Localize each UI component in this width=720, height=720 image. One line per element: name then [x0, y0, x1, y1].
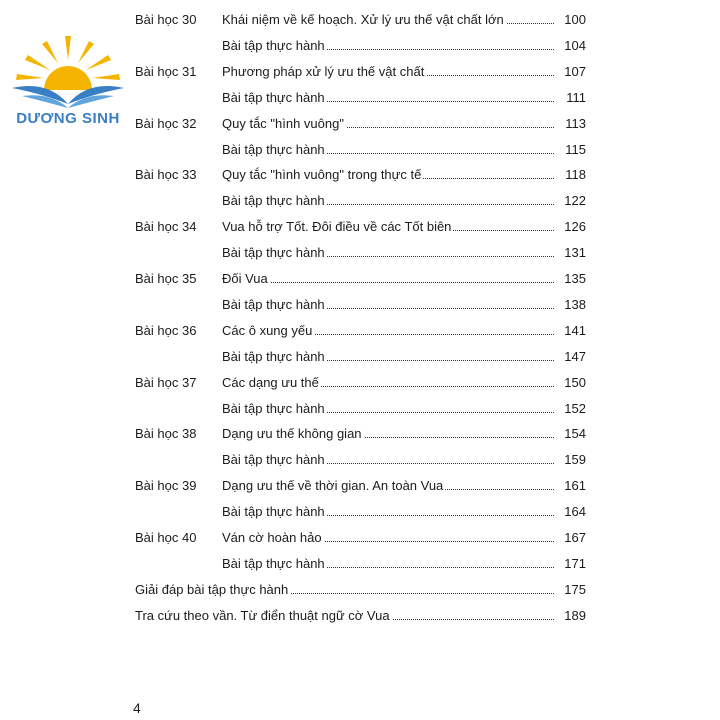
toc-entry: [222, 347, 586, 367]
toc-entry-page: 100: [564, 12, 586, 27]
toc-entry-page: 171: [564, 555, 586, 571]
toc-entry: [222, 399, 586, 419]
toc-entry-page: 104: [564, 37, 586, 53]
lesson-label: Bài học 39: [135, 478, 197, 494]
toc-entry-title: Vua hỗ trợ Tốt. Đôi điều về các Tốt biên: [222, 217, 453, 237]
toc-entry-page: 135: [564, 271, 586, 286]
lesson-label: Bài học 34: [135, 219, 197, 235]
toc-entry-title: Các dạng ưu thế: [222, 373, 321, 393]
toc-entry-page: 131: [564, 245, 586, 261]
toc-entry-title: Bài tập thực hành: [222, 450, 327, 470]
toc-entry-page: 161: [564, 478, 586, 494]
toc-entry-page: 150: [564, 374, 586, 390]
toc-entry: [222, 295, 586, 315]
lesson-label: Bài học 40: [135, 530, 197, 545]
lesson-label: Bài học 30: [135, 12, 197, 27]
toc-entry: [222, 243, 586, 263]
dot-leader: [222, 282, 554, 283]
toc-entry: [135, 580, 586, 600]
toc-entry: [222, 528, 586, 548]
toc-entry-title: Đối Vua: [222, 269, 270, 289]
toc-entry-title: Phương pháp xử lý ưu thế vật chất: [222, 62, 426, 82]
toc-entry: [222, 217, 586, 237]
toc-entry-title: Bài tập thực hành: [222, 88, 327, 108]
toc-entry-title: Bài tập thực hành: [222, 399, 327, 419]
toc-entry-title: Giải đáp bài tập thực hành: [135, 580, 290, 600]
toc-entry: [222, 424, 586, 444]
lesson-label: Bài học 32: [135, 115, 197, 131]
lesson-label: Bài học 37: [135, 374, 197, 390]
toc-entry-page: 147: [564, 348, 586, 364]
toc-entry-title: Dạng ưu thế không gian: [222, 424, 364, 444]
toc-entry: [222, 165, 586, 185]
toc-entry-page: 159: [564, 452, 586, 468]
toc-entry-title: Tra cứu theo vần. Từ điển thuật ngữ cờ Vua: [135, 606, 392, 626]
toc-entry-title: Bài tập thực hành: [222, 36, 327, 56]
toc-entry-title: Bài tập thực hành: [222, 347, 327, 367]
toc-entry-page: 141: [564, 322, 586, 338]
toc-entry: [135, 606, 586, 626]
toc-entry: [222, 10, 586, 30]
toc-entry-page: 167: [564, 530, 586, 545]
lesson-label: Bài học 38: [135, 426, 197, 442]
toc-entry-page: 175: [564, 581, 586, 597]
toc-entry: [222, 140, 586, 160]
toc-entry-title: Bài tập thực hành: [222, 295, 327, 315]
toc-entry-page: 154: [564, 426, 586, 442]
toc-entry-title: Quy tắc "hình vuông": [222, 114, 346, 134]
toc-entry-title: Bài tập thực hành: [222, 140, 327, 160]
toc-entry-page: 138: [564, 296, 586, 312]
lesson-label: Bài học 35: [135, 271, 197, 286]
page-number: 4: [133, 700, 141, 716]
toc-entry-title: Các ô xung yếu: [222, 321, 314, 341]
toc-entry-page: 189: [564, 607, 586, 623]
toc-entry-title: Bài tập thực hành: [222, 502, 327, 522]
toc-entry: [222, 191, 586, 211]
toc-entry-title: Quy tắc "hình vuông" trong thực tế: [222, 165, 423, 185]
lesson-label: Bài học 36: [135, 322, 197, 338]
toc-entry-page: 164: [564, 504, 586, 520]
toc-entry-page: 107: [564, 63, 586, 79]
toc-entry: [222, 554, 586, 574]
toc-entry: [222, 373, 586, 393]
logo-brand-text: DƯƠNG SINH: [16, 110, 120, 127]
toc-entry: [222, 269, 586, 289]
toc-entry: [222, 114, 586, 134]
toc-entry-page: 126: [564, 219, 586, 235]
toc-entry: [222, 476, 586, 496]
toc-entry: [222, 36, 586, 56]
toc-entry: [222, 450, 586, 470]
toc-entry: [222, 88, 586, 108]
toc-entry-title: Bài tập thực hành: [222, 191, 327, 211]
toc-entry-page: 115: [565, 141, 586, 157]
toc-entry-page: 122: [564, 193, 586, 209]
lesson-label: Bài học 31: [135, 63, 197, 79]
toc-entry-title: Khái niệm về kế hoạch. Xử lý ưu thế vật chất lớn: [222, 10, 506, 30]
toc-entry-page: 118: [565, 167, 586, 183]
lesson-label: Bài học 33: [135, 167, 197, 183]
toc-entry-title: Bài tập thực hành: [222, 243, 327, 263]
toc-entry-page: 111: [566, 89, 586, 105]
toc-entry-title: Dạng ưu thế về thời gian. An toàn Vua: [222, 476, 445, 496]
toc-entry-title: Bài tập thực hành: [222, 554, 327, 574]
toc-entry: [222, 321, 586, 341]
toc-entry-page: 113: [565, 115, 586, 131]
toc-entry: [222, 502, 586, 522]
toc-entry-title: Ván cờ hoàn hảo: [222, 528, 324, 548]
toc-entry-page: 152: [564, 400, 586, 416]
toc-entry: [222, 62, 586, 82]
